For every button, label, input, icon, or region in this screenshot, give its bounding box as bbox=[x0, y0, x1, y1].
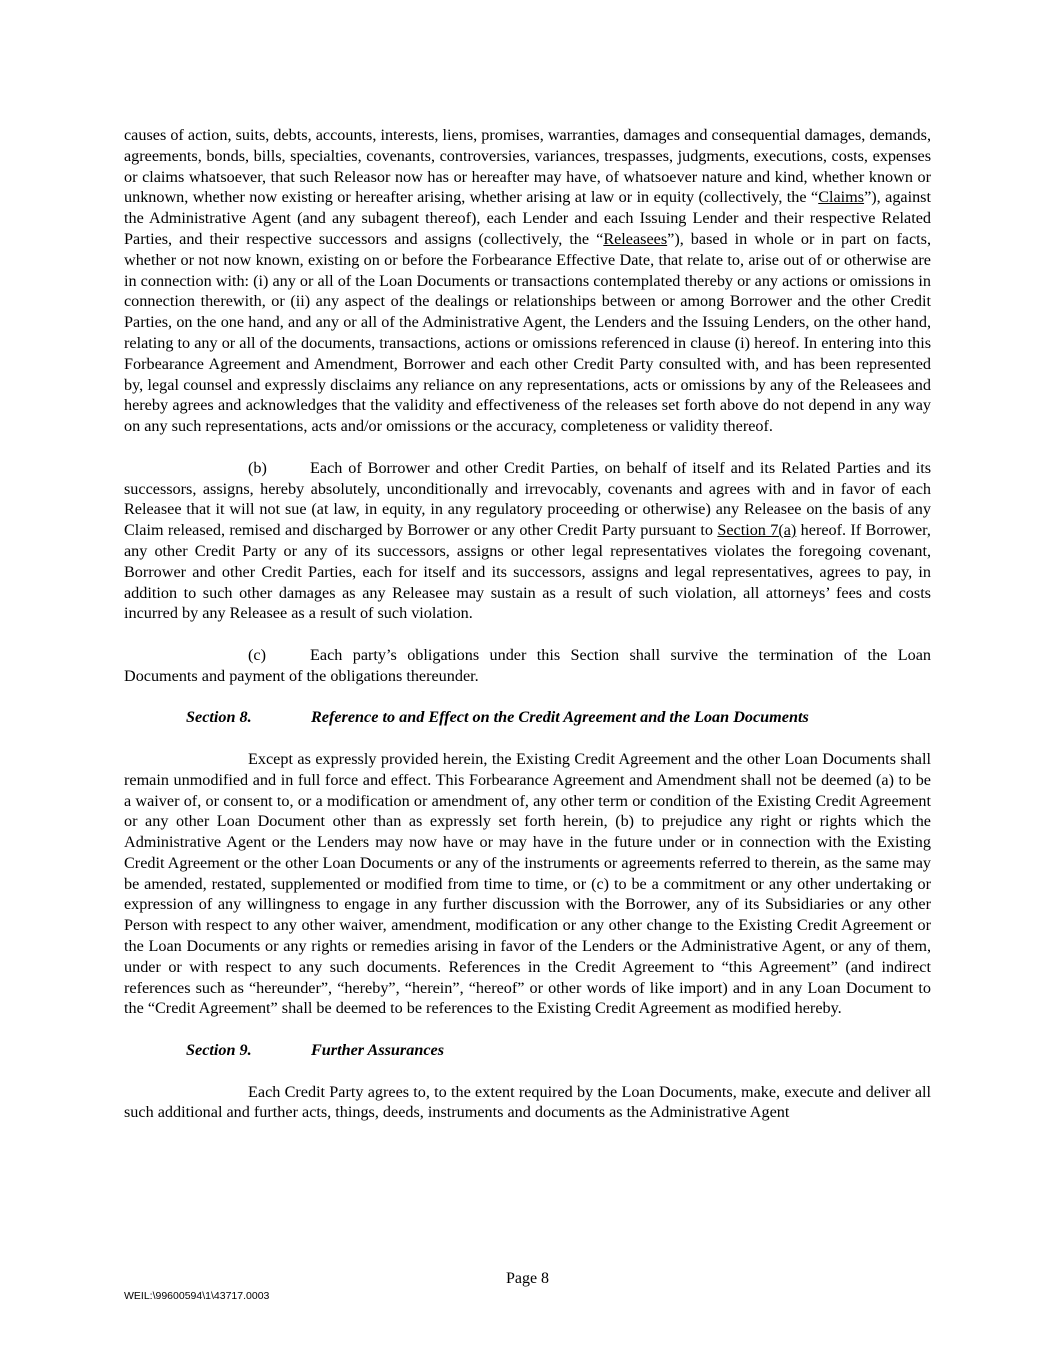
defined-term-releasees: Releasees bbox=[603, 229, 668, 248]
page-number: Page 8 bbox=[505, 1270, 550, 1287]
section-8-body: Except as expressly provided herein, the Existing Credit Agreement and the other Loan Documents shall remain unmodified and in full force and effect. This Forbearance Agreement and Amendment shall not be deemed (a) to be a waiver of, or consent to, or a modification or amendment of, any other term or condition of the Existing Credit Agreement or any other Loan Document other than as expressly set forth herein, (b) to prejudice any right or rights which the Administrative Agent or the Lenders may now have or may have in the future under or in connection with the Existing Credit Agreement or the other Loan Documents or any of the instruments or agreements referred to therein, as the same may be amended, restated, supplemented or modified from time to time, or (c) to be a commitment or any other undertaking or expression of any willingness to engage in any further discussion with the Borrower, any of its Subsidiaries or any other Person with respect to any other waiver, amendment, modification or any other change to the Existing Credit Agreement or the Loan Documents or any rights or remedies arising in favor of the Lenders or the Administrative Agent, or any of them, under or with respect to any such documents. References in the Credit Agreement to “this Agreement” (and indirect references such as “hereunder”, “hereby”, “herein”, “hereof” or other words of like import) and in any Loan Document to the “Credit Agreement” shall be deemed to be references to the Existing Credit Agreement as modified hereby. bbox=[124, 749, 931, 1018]
section-8-heading bbox=[186, 707, 931, 728]
section-reference-7a: Section 7(a) bbox=[717, 521, 797, 540]
defined-term-claims: Claims bbox=[818, 188, 865, 207]
paragraph-7c: (c) Each party’s obligations under this Section shall survive the termination of the Loan Documents and payment of the obligations thereunder. bbox=[124, 645, 931, 685]
section-8-title: Reference to and Effect on the Credit Agreement and the Loan Documents bbox=[311, 708, 809, 727]
section-9-title: Further Assurances bbox=[311, 1041, 444, 1060]
document-id: WEIL:\99600594\1\43717.0003 bbox=[124, 1290, 270, 1302]
paragraph-7b: (b) Each of Borrower and other Credit Parties, on behalf of itself and its Related Parties and its successors, assigns, hereby absolutely, unconditionally and irrevocably, covenants and agrees with and in favor of each Releasee that it will not sue (at law, in equity, in any regulatory proceeding or otherwise) any Releasee on the basis of any Claim released, remised and discharged by Borrower or any other Credit Party pursuant to Section 7(a) hereof. If Borrower, any other Credit Party or any of its successors, assigns or other legal representatives violates the foregoing covenant, Borrower and other Credit Parties, each for itself and its successors, assigns and legal representatives, agrees to pay, in addition to such other damages as any Releasee may sustain as a result of such violation, all attorneys’ fees and costs incurred by any Releasee as a result of such violation. bbox=[124, 458, 931, 623]
paragraph-7a-continued: causes of action, suits, debts, accounts, interests, liens, promises, warranties, damages and consequential damages, demands, agreements, bonds, bills, specialties, covenants, controversies, variances, trespasses, judgments, executions, costs, expenses or claims whatsoever, that such Releasor now has or hereafter may have, of whatsoever nature and kind, whether known or unknown, whether now existing or hereafter arising, whether arising at law or in equity (collectively, the “Claims”), against the Administrative Agent (and any subagent thereof), each Lender and each Issuing Lender and their respective Related Parties, and their respective successors and assigns (collectively, the “Releasees”), based in whole or in part on facts, whether or not now known, existing on or before the Forbearance Effective Date, that relate to, arise out of or otherwise are in connection with: (i) any or all of the Loan Documents or transactions contemplated thereby or any actions or omissions in connection therewith, or (ii) any aspect of the dealings or relationships between or among Borrower and the other Credit Parties, on the one hand, and any or all of the Administrative Agent, the Lenders and the Issuing Lenders, on the other hand, relating to any or all of the documents, transactions, actions or omissions referenced in clause (i) hereof. In entering into this Forbearance Agreement and Amendment, Borrower and each other Credit Party consulted with, and has been represented by, legal counsel and expressly disclaims any reliance on any representations, acts or omissions by any of the Releasees and hereby agrees and acknowledges that the validity and effectiveness of the releases set forth above do not depend in any way on any such representations, acts and/or omissions or the accuracy, completeness or validity thereof. bbox=[124, 126, 932, 436]
section-9-body: Each Credit Party agrees to, to the extent required by the Loan Documents, make, execute and deliver all such additional and further acts, things, deeds, instruments and documents as the Administrative Agent bbox=[124, 1082, 931, 1122]
clause-label-b: (b) bbox=[248, 458, 267, 477]
clause-label-c: (c) bbox=[248, 645, 266, 664]
section-9-heading bbox=[186, 1040, 931, 1061]
section-9-number: Section 9. bbox=[186, 1041, 252, 1060]
section-8-number: Section 8. bbox=[186, 708, 252, 727]
document-body bbox=[124, 125, 931, 1123]
